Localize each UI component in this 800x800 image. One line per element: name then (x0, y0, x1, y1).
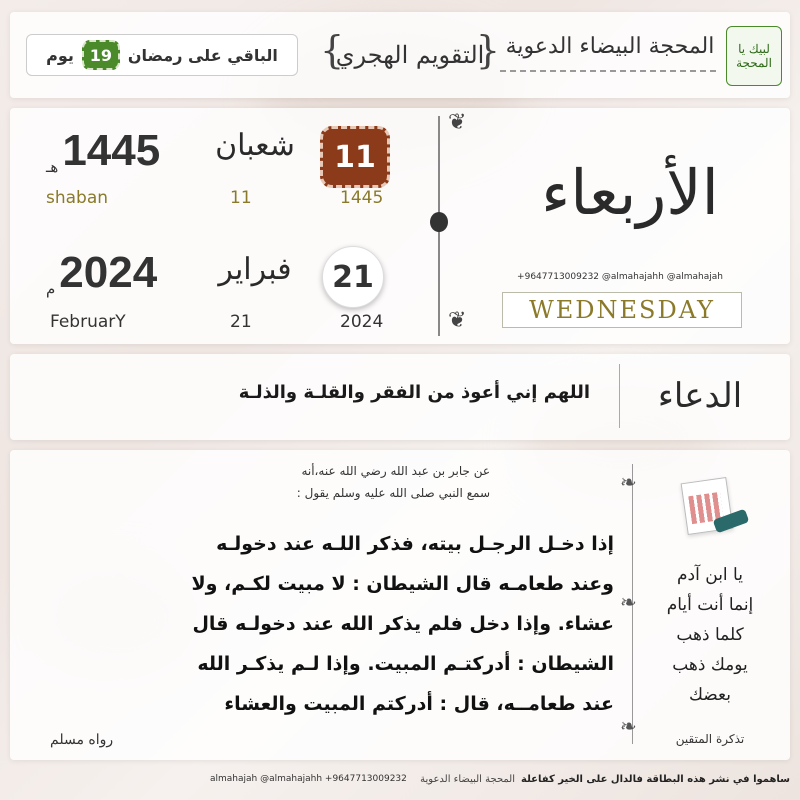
gregorian-year-suffix: م (46, 280, 56, 298)
hijri-year-sub: 1445 (340, 188, 384, 208)
gregorian-month-arabic: فبراير (218, 252, 292, 287)
hadith-line: عند طعامــه، قال : أدركتم المبيت والعشاء (224, 693, 614, 715)
hijri-year-suffix: هـ (46, 158, 59, 176)
day-contacts: +9647713009232 @almahajahh @almahajah (517, 272, 723, 282)
wisdom-line: إنما أنت أيام (666, 595, 754, 615)
gregorian-day-sub: 21 (230, 312, 252, 332)
gregorian-year: 2024 (59, 248, 158, 297)
wisdom-line: يومك ذهب (672, 655, 748, 675)
brand-title: المحجة البيضاء الدعوية (505, 34, 715, 59)
dua-label: الدعاء (657, 376, 743, 416)
calendar-title-frame (320, 22, 500, 88)
calendar-illustration-icon (676, 470, 740, 546)
hadith-card (10, 450, 790, 760)
brand-logo-text: لبيك يا المحجة (736, 42, 772, 70)
ornament-scroll-icon: ❦ (448, 308, 467, 333)
hijri-month-english: shaban (46, 188, 109, 208)
gregorian-year-group (46, 248, 196, 298)
footer-text: ساهموا في نشر هذه البطاقة فالدال على الخير كفاعلة (521, 773, 790, 785)
hijri-year-group (46, 126, 196, 176)
footer-right (420, 774, 790, 785)
brand-logo (726, 26, 782, 86)
header-bar (10, 12, 790, 98)
gregorian-year-sub: 2024 (340, 312, 384, 332)
ornament-right-icon: } (475, 28, 500, 72)
wisdom-text (640, 560, 780, 710)
wisdom-line: كلما ذهب (676, 625, 744, 645)
footer (10, 764, 790, 794)
brand-underline (500, 70, 720, 72)
wisdom-caption: تذكرة المتقين (675, 732, 745, 746)
dua-card (10, 354, 790, 440)
gregorian-day-badge: 21 (322, 246, 384, 308)
countdown-prefix: الباقي على رمضان (127, 45, 278, 65)
hadith-line: وعند طعامـه قال الشيطان : لا مبيت لكـم، ولا (191, 573, 614, 595)
calendar-title: التقويم الهجري (335, 41, 485, 69)
ornament-leaf-icon (430, 212, 448, 232)
hadith-intro-line: سمع النبي صلى الله عليه وسلم يقول : (296, 486, 490, 500)
ramadan-countdown (26, 34, 298, 76)
ornament-scroll-icon: ❧ (620, 714, 637, 738)
wisdom-line: بعضك (688, 685, 731, 705)
hijri-day-sub: 11 (230, 188, 252, 208)
ornament-scroll-icon: ❧ (620, 470, 637, 494)
hadith-line: الشيطان : أدركتـم المبيت. وإذا لـم يذكـر الله (197, 653, 614, 675)
ornament-scroll-icon: ❧ (620, 590, 637, 614)
dua-divider (619, 364, 620, 428)
hadith-intro-line: عن جابر بن عبد الله رضي الله عنه،أنه (301, 464, 490, 478)
date-card (10, 108, 790, 344)
hadith-intro (150, 460, 490, 504)
hijri-day-badge: 11 (320, 126, 390, 188)
hadith-body (34, 524, 614, 724)
day-name-arabic: الأربعاء (541, 155, 719, 229)
hadith-source: رواه مسلم (50, 732, 114, 748)
ornament-scroll-icon: ❦ (448, 110, 467, 135)
day-name-english: WEDNESDAY (502, 292, 742, 328)
countdown-suffix: يوم (46, 45, 74, 65)
countdown-days-badge: 19 (82, 40, 120, 70)
hadith-line: عشاء. وإذا دخل فلم يذكر الله عند دخولـه قال (192, 613, 614, 635)
gregorian-month-english: FebruarY (50, 312, 126, 332)
hijri-month-arabic: شعبان (215, 128, 295, 163)
hadith-line: إذا دخـل الرجـل بيته، فذكر اللـه عند دخولـه (216, 533, 614, 555)
footer-brand: المحجة البيضاء الدعوية (420, 773, 516, 785)
footer-contacts: almahajah @almahajahh +9647713009232 (210, 774, 407, 784)
wisdom-line: يا ابن آدم (677, 565, 743, 585)
ornament-left-icon: { (320, 28, 345, 72)
dua-text: اللهم إني أعوذ من الفقر والقلـة والذلـة (238, 382, 590, 403)
hijri-year: 1445 (62, 126, 161, 175)
wisdom-panel (640, 464, 780, 754)
